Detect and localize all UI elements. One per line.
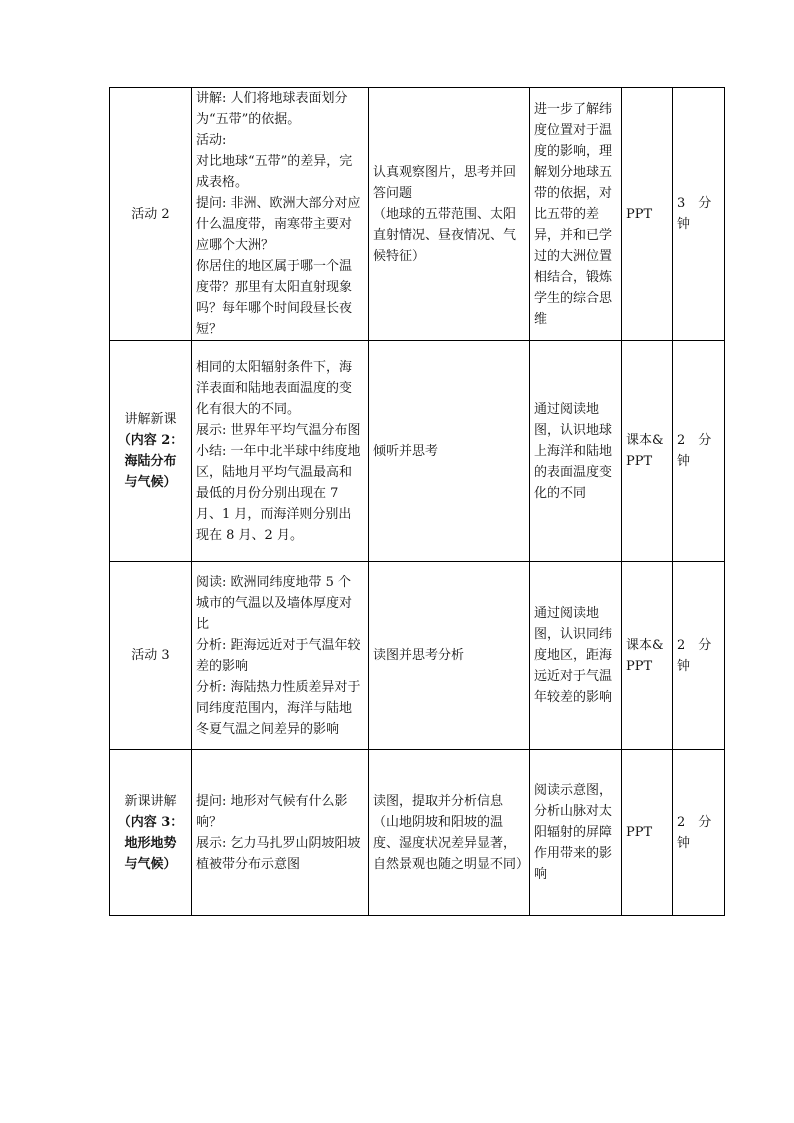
teacher-line: 你居住的地区属于哪一个温度带？那里有太阳直射现象吗？每年哪个时间段昼长夜短？ <box>196 259 353 337</box>
teacher-line: 提问: 地形对气候有什么影响？ <box>196 793 348 830</box>
phase-label: （内容 2： <box>117 433 184 448</box>
student-line: 读图，提取并分析信息 <box>373 793 504 809</box>
phase-cell <box>110 341 192 562</box>
phase-label: 活动 2 <box>131 206 170 222</box>
teacher-line: 展示: 乞力马扎罗山阴坡阳坡植被带分布示意图 <box>196 835 361 872</box>
intent-text: 通过阅读地图，认识同纬度地区，距海远近对于气温年较差的影响 <box>534 606 613 705</box>
time-text: 2 分钟 <box>677 814 712 851</box>
teacher-activity-cell <box>192 562 369 750</box>
student-activity-cell <box>369 562 530 750</box>
media-text: 课本&PPT <box>626 433 664 469</box>
design-intent-cell <box>530 341 622 562</box>
table-row <box>110 88 725 341</box>
student-line: 读图并思考分析 <box>373 648 465 663</box>
time-text: 3 分钟 <box>677 196 712 232</box>
media-text: 课本&PPT <box>626 637 664 674</box>
teacher-line: 活动: <box>196 133 227 148</box>
phase-label: 与气候） <box>124 856 177 872</box>
teacher-activity-cell <box>192 341 369 562</box>
media-cell <box>622 750 673 916</box>
teacher-line: 对比地球“五带”的差异，完成表格。 <box>196 154 353 190</box>
intent-text: 阅读示意图，分析山脉对太阳辐射的屏障作用带来的影响 <box>534 783 613 882</box>
phase-label: 地形地势 <box>124 835 177 851</box>
student-line: （山地阴坡和阳坡的温度、湿度状况差异显著，自然景观也随之明显不同） <box>373 814 530 872</box>
phase-label: 新课讲解 <box>124 793 177 809</box>
media-text: PPT <box>626 825 653 840</box>
teacher-line: 相同的太阳辐射条件下，海洋表面和陆地表面温度的变化有很大的不同。 <box>196 359 353 417</box>
teacher-line: 小结: 一年中北半球中纬度地区，陆地月平均气温最高和最低的月份分别出现在 7 月、1 月，而海洋则分别出现在 8 月、2 月。 <box>196 443 361 543</box>
media-text: PPT <box>626 206 653 222</box>
phase-label: （内容 3： <box>117 814 184 830</box>
media-cell <box>622 88 673 341</box>
phase-cell <box>110 750 192 916</box>
time-cell <box>673 88 725 341</box>
phase-label: 活动 3 <box>131 648 170 663</box>
time-cell <box>673 341 725 562</box>
media-cell <box>622 562 673 750</box>
media-cell <box>622 341 673 562</box>
teacher-line: 讲解: 人们将地球表面划分为“五带”的依据。 <box>196 91 348 127</box>
design-intent-cell <box>530 750 622 916</box>
table-row <box>110 750 725 916</box>
teacher-line: 展示: 世界年平均气温分布图 <box>196 422 361 438</box>
design-intent-cell <box>530 88 622 341</box>
table-row <box>110 341 725 562</box>
time-text: 2 分钟 <box>677 637 712 674</box>
teacher-line: 分析: 海陆热力性质差异对于同纬度范围内，海洋与陆地冬夏气温之间差异的影响 <box>196 679 361 737</box>
design-intent-cell <box>530 562 622 750</box>
student-line: 认真观察图片，思考并回答问题 <box>373 164 517 201</box>
teacher-line: 提问: 非洲、欧洲大部分对应什么温度带，南寒带主要对应哪个大洲？ <box>196 196 361 253</box>
table-row <box>110 562 725 750</box>
intent-text: 进一步了解纬度位置对于温度的影响，理解划分地球五带的依据，对比五带的差异，并和已学过的大洲位置相结合，锻炼学生的综合思维 <box>534 101 613 327</box>
time-cell <box>673 750 725 916</box>
phase-cell <box>110 88 192 341</box>
lesson-plan-table <box>109 87 725 916</box>
phase-label: 讲解新课 <box>124 412 177 427</box>
student-activity-cell <box>369 341 530 562</box>
time-cell <box>673 562 725 750</box>
student-line: 倾听并思考 <box>373 443 439 459</box>
phase-cell <box>110 562 192 750</box>
teacher-line: 阅读: 欧洲同纬度地带 5 个城市的气温以及墙体厚度对比 <box>196 574 353 632</box>
teacher-line: 分析: 距海远近对于气温年较差的影响 <box>196 637 361 674</box>
teacher-activity-cell <box>192 88 369 341</box>
time-text: 2 分钟 <box>677 433 712 469</box>
phase-label: 海陆分布 <box>124 454 177 469</box>
phase-label: 与气候） <box>124 475 177 490</box>
teacher-activity-cell <box>192 750 369 916</box>
student-activity-cell <box>369 750 530 916</box>
intent-text: 通过阅读地图，认识地球上海洋和陆地的表面温度变化的不同 <box>534 401 613 501</box>
student-line: （地球的五带范围、太阳直射情况、昼夜情况、气候特征） <box>373 206 517 264</box>
student-activity-cell <box>369 88 530 341</box>
